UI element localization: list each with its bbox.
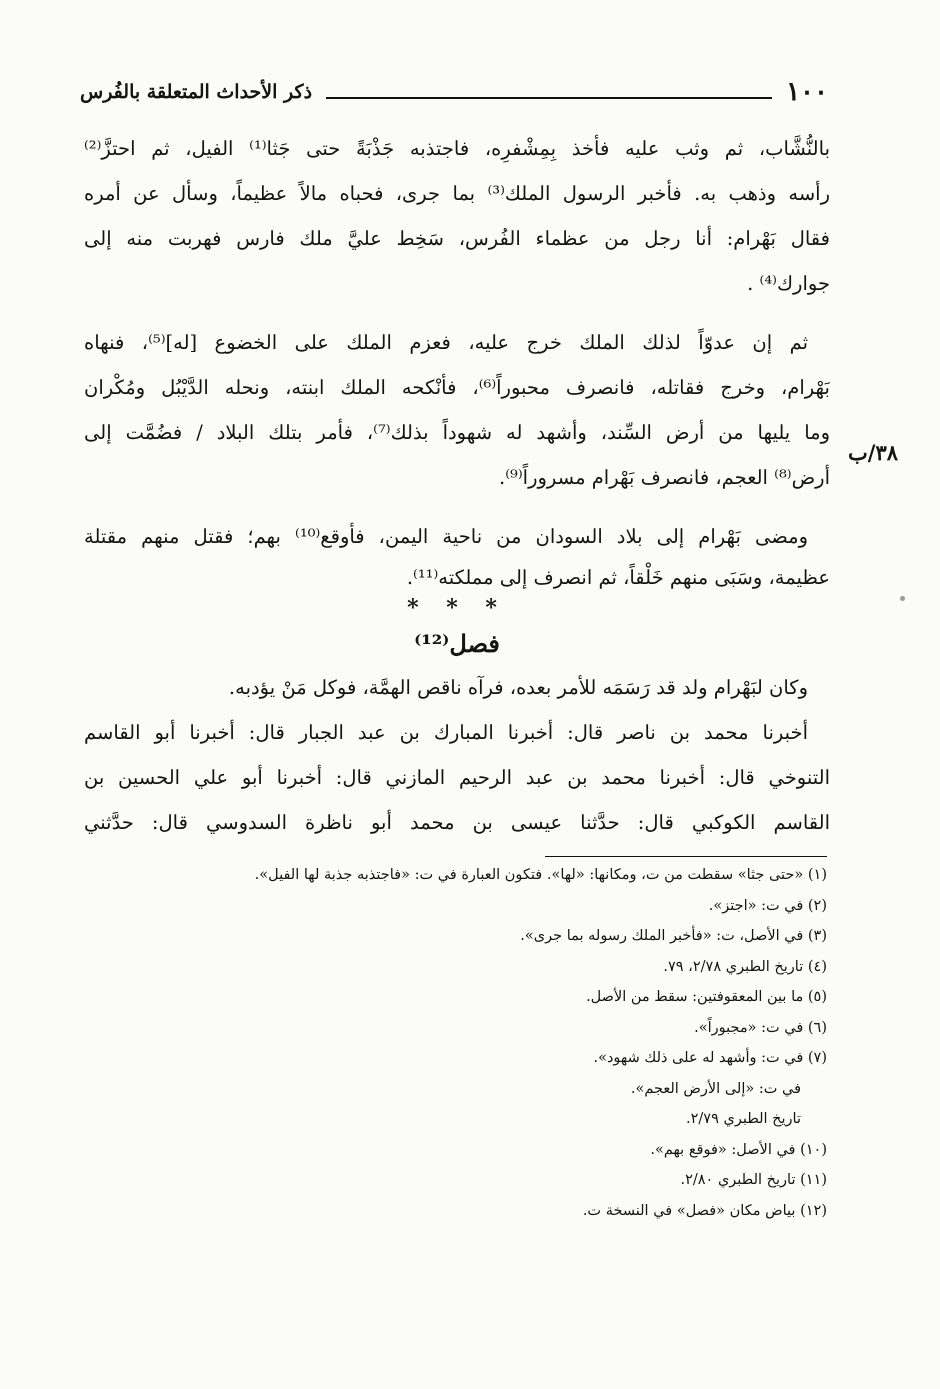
text-line: ثم إن عدوّاً لذلك الملك خرج عليه، فعزم الملك على الخضوع [له]⁽⁵⁾، فنهاه: [84, 331, 809, 354]
running-title: ذكر الأحداث المتعلقة بالفُرس: [80, 81, 313, 103]
text-line: بَهْرام، وخرج فقاتله، فانصرف محبوراً⁽⁶⁾، فأنْكحه الملك ابنته، ونحله الدَّيْبُل ومُكْران: [84, 376, 830, 399]
text-line: أرض⁽⁸⁾ العجم، فانصرف بَهْرام مسروراً⁽⁹⁾.: [499, 466, 830, 489]
text-line: أخبرنا محمد بن ناصر قال: أخبرنا المبارك بن عبد الجبار قال: أخبرنا أبو القاسم: [84, 721, 808, 744]
footnote: تاريخ الطبري ٢/٧٩.: [686, 1111, 801, 1127]
margin-folio-note: ٣٨/ب: [848, 440, 899, 465]
text-line: القاسم الكوكبي قال: حدَّثنا عيسى بن محمد أبو ناظرة السدوسي قال: حدَّثني: [84, 811, 830, 834]
footnote: (١٢) بياض مكان «فصل» في النسخة ت.: [582, 1202, 827, 1219]
paragraph-gap: [84, 306, 830, 320]
footnote: (٢) في ت: «اجتز».: [708, 897, 827, 914]
text-line: وكان لبَهْرام ولد قد رَسَمَه للأمر بعده، فرآه ناقص الهمَّة، فوكل مَنْ يؤدبه.: [228, 676, 808, 699]
text-line: التنوخي قال: أخبرنا محمد بن عبد الرحيم المازني قال: أخبرنا أبو علي الحسين بن: [84, 766, 830, 789]
header-rule: [326, 97, 772, 99]
footnote: في ت: «إلى الأرض العجم».: [630, 1080, 801, 1097]
page-header: [80, 74, 828, 110]
paragraph-gap: [84, 500, 830, 514]
text-line: ومضى بَهْرام إلى بلاد السودان من ناحية اليمن، فأوقع⁽¹⁰⁾ بهم؛ فقتل منهم مقتلة: [84, 525, 808, 548]
text-line: بالنُّشَّاب، ثم وثب عليه فأخذ بِمِشْفرِه، فاجتذبه جَذْبَةً حتى جَثا⁽¹⁾ الفيل، ثم احتزَّ⁽²⁾: [84, 137, 830, 160]
text-line: جوارك⁽⁴⁾ .: [747, 272, 830, 295]
footnote: (٥) ما بين المعقوفتين: سقط من الأصل.: [586, 989, 827, 1005]
footnote: (١) «حتى جثا» سقطت من ت، ومكانها: «لها». فتكون العبارة في ت: «فاجتذبه جذبة لها الفيل».: [254, 867, 827, 883]
footnote: (٤) تاريخ الطبري ٢/٧٨، ٧٩.: [663, 958, 827, 975]
section-separator-stars: * * *: [407, 595, 507, 621]
section-title: فصل⁽¹²⁾: [414, 629, 500, 658]
footnote: (١٠) في الأصل: «فوقع بهم».: [650, 1141, 827, 1158]
footnote: (١١) تاريخ الطبري ٢/٨٠.: [680, 1172, 827, 1188]
footnote: (٣) في الأصل، ت: «فأخبر الملك رسوله بما جرى».: [520, 928, 827, 944]
text-line: رأسه وذهب به. فأخبر الرسول الملك⁽³⁾ بما جرى، فحباه مالاً عظيماً، وسأل عن أمره: [84, 182, 830, 205]
text-line: وما يليها من أرض السِّند، وأشهد له شهوداً بذلك⁽⁷⁾، فأمر بتلك البلاد / فضُمَّت إلى: [84, 421, 830, 444]
main-text: [84, 126, 830, 845]
footnote-rule: [545, 856, 827, 857]
text-line: فقال بَهْرام: أنا رجل من عظماء الفُرس، سَخِط عليَّ ملك فارس فهربت منه إلى: [84, 227, 830, 250]
footnotes: [120, 860, 827, 1226]
page-number: ١٠٠: [786, 77, 828, 107]
scan-speck: [900, 596, 905, 601]
footnote: (٧) في ت: وأشهد له على ذلك شهود».: [593, 1050, 827, 1066]
footnote: (٦) في ت: «مجبوراً».: [694, 1019, 827, 1036]
text-line: عظيمة، وسَبَى منهم خَلْقاً، ثم انصرف إلى مملكته⁽¹¹⁾.: [406, 566, 830, 589]
